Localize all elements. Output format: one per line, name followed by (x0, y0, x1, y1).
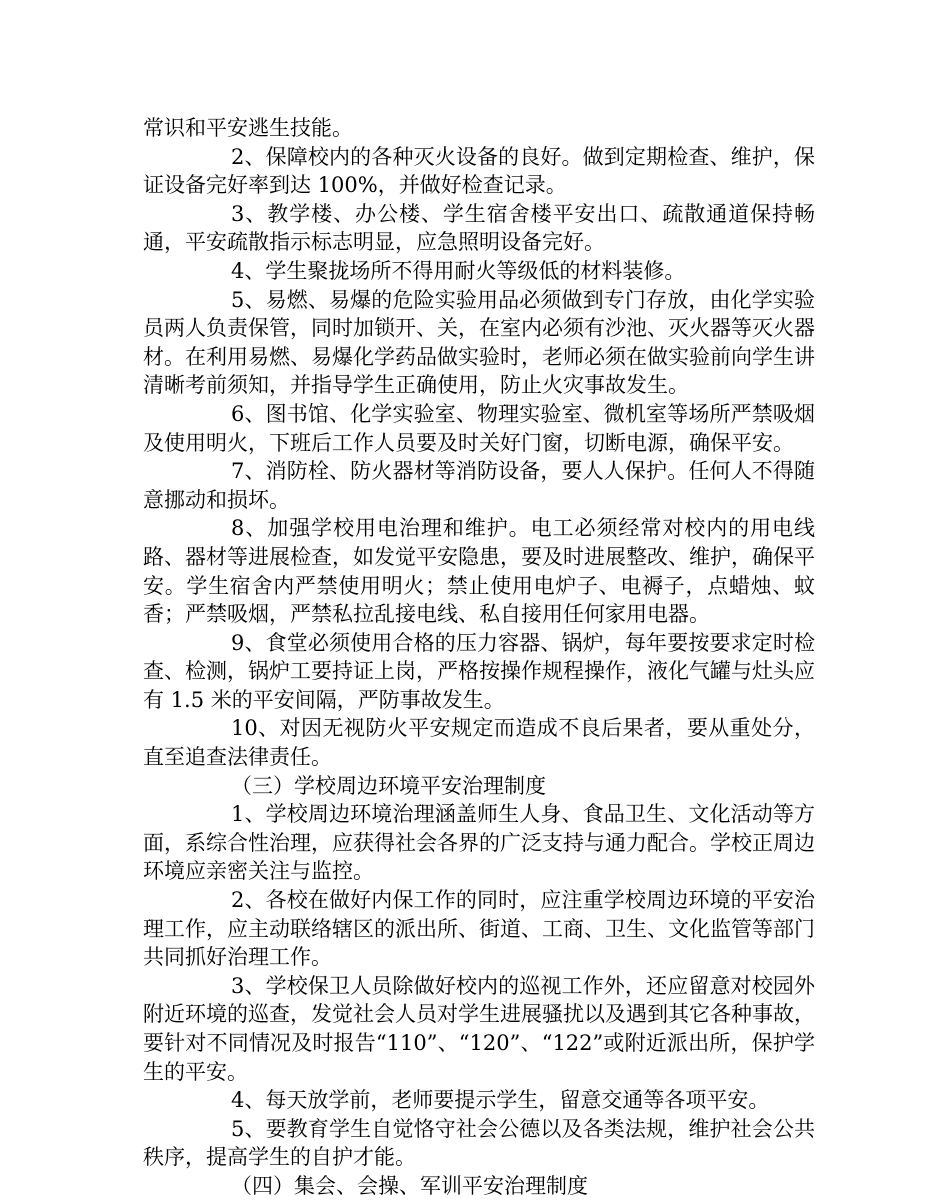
paragraph-section3-item-2: 2、各校在做好内保工作的同时，应注重学校周边环境的平安治理工作，应主动联络辖区的派出所、街道、工商、卫生、文化监管等部门共同抓好治理工作。 (143, 888, 815, 970)
paragraph-section3-item-4: 4、每天放学前，老师要提示学生，留意交通等各项平安。 (231, 1088, 770, 1113)
paragraph-section3-item-1: 1、学校周边环境治理涵盖师生人身、食品卫生、文化活动等方面，系综合性治理，应获得社会各界的广泛支持与通力配合。学校正周边环境应亲密关注与监控。 (143, 802, 815, 884)
paragraph-item-5: 5、易燃、易爆的危险实验用品必须做到专门存放，由化学实验员两人负责保管，同时加锁开、关，在室内必须有沙池、灭火器等灭火器材。在利用易燃、易爆化学药品做实验时，老师必须在做实验前向学生讲清晰考前须知，并指导学生正确使用，防止火灾事故发生。 (143, 287, 815, 398)
paragraph-section3-item-3: 3、学校保卫人员除做好校内的巡视工作外，还应留意对校园外附近环境的巡查，发觉社会人员对学生进展骚扰以及遇到其它各种事故，要针对不同情况及时报告“110”、“120”、“122”或附近派出所，保护学生的平安。 (143, 973, 815, 1084)
paragraph-item-6: 6、图书馆、化学实验室、物理实验室、微机室等场所严禁吸烟及使用明火，下班后工作人员要及时关好门窗，切断电源，确保平安。 (143, 401, 815, 455)
paragraph-continuation: 常识和平安逃生技能。 (143, 116, 353, 140)
document-body (143, 114, 815, 1201)
paragraph-section3-item-5: 5、要教育学生自觉恪守社会公德以及各类法规，维护社会公共秩序，提高学生的自护才能。 (143, 1116, 815, 1170)
paragraph-item-2: 2、保障校内的各种灭火设备的良好。做到定期检查、维护，保证设备完好率到达 100%，并做好检查记录。 (143, 144, 815, 198)
section-heading-4: （四）集会、会操、军训平安治理制度 (231, 1173, 588, 1198)
paragraph-item-4: 4、学生聚拢场所不得用耐火等级低的材料装修。 (231, 258, 686, 283)
section-heading-3: （三）学校周边环境平安治理制度 (231, 773, 546, 798)
paragraph-item-10: 10、对因无视防火平安规定而造成不良后果者，要从重处分，直至追查法律责任。 (143, 716, 815, 770)
paragraph-item-7: 7、消防栓、防火器材等消防设备，要人人保护。任何人不得随意挪动和损坏。 (143, 459, 815, 512)
paragraph-item-8: 8、加强学校用电治理和维护。电工必须经常对校内的用电线路、器材等进展检查，如发觉平安隐患，要及时进展整改、维护，确保平安。学生宿舍内严禁使用明火；禁止使用电炉子、电褥子，点蜡烛、蚊香；严禁吸烟，严禁私拉乱接电线、私自接用任何家用电器。 (143, 516, 815, 627)
paragraph-item-3: 3、教学楼、办公楼、学生宿舍楼平安出口、疏散通道保持畅通，平安疏散指示标志明显，应急照明设备完好。 (143, 201, 815, 255)
paragraph-item-9: 9、食堂必须使用合格的压力容器、锅炉，每年要按要求定时检查、检测，锅炉工要持证上岗，严格按操作规程操作，液化气罐与灶头应有 1.5 米的平安间隔，严防事故发生。 (143, 630, 815, 712)
